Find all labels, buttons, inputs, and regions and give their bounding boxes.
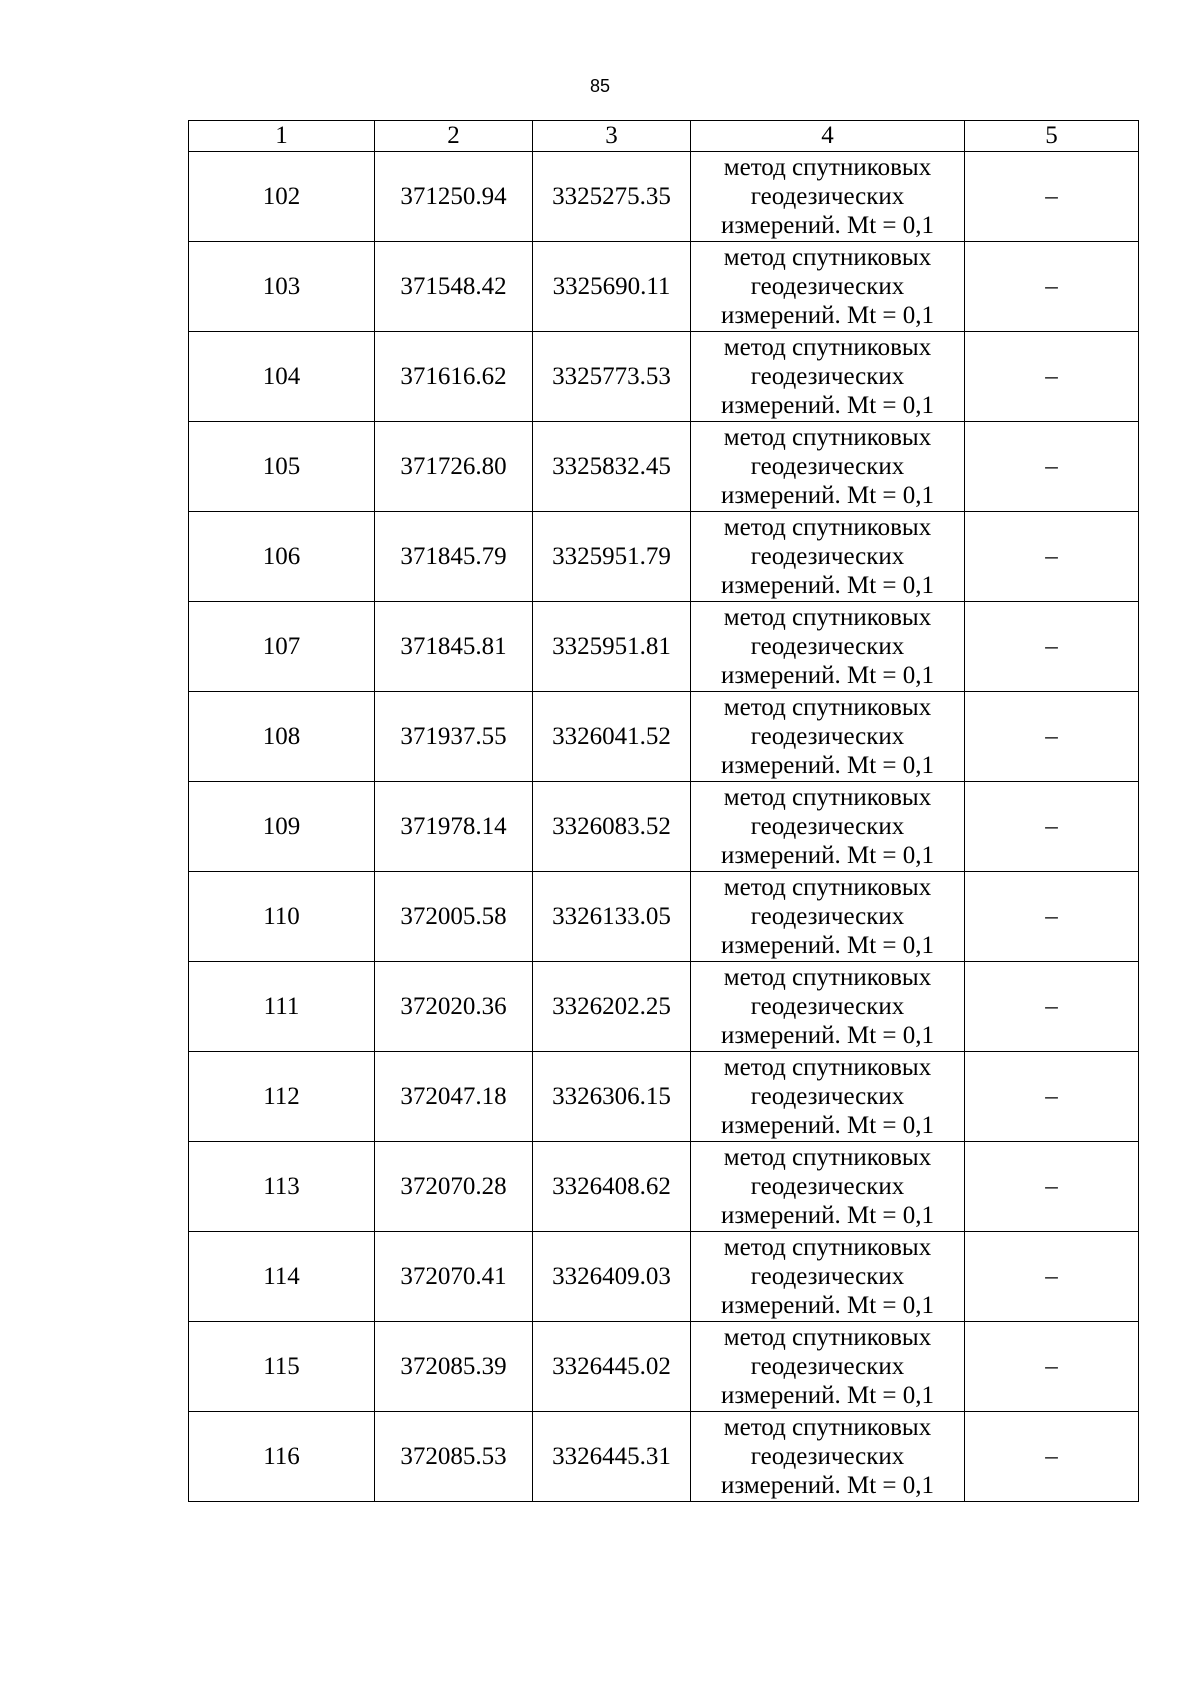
method-line: геодезических xyxy=(750,453,905,480)
method-cell xyxy=(691,692,965,782)
point-number-cell: 106 xyxy=(189,512,375,602)
y-coordinate-cell: 3326202.25 xyxy=(533,962,691,1052)
x-coordinate-cell: 372047.18 xyxy=(375,1052,533,1142)
y-coordinate-cell: 3325690.11 xyxy=(533,242,691,332)
method-cell xyxy=(691,1142,965,1232)
method-line: измерений. Mt = 0,1 xyxy=(720,662,935,689)
y-coordinate-cell: 3325275.35 xyxy=(533,152,691,242)
point-number-cell: 108 xyxy=(189,692,375,782)
point-number-cell: 111 xyxy=(189,962,375,1052)
y-coordinate-cell: 3326408.62 xyxy=(533,1142,691,1232)
y-coordinate-cell: 3325951.79 xyxy=(533,512,691,602)
x-coordinate-cell: 372005.58 xyxy=(375,872,533,962)
column-header: 1 xyxy=(189,121,375,152)
note-cell: – xyxy=(965,1322,1139,1412)
x-coordinate-cell: 371726.80 xyxy=(375,422,533,512)
note-cell: – xyxy=(965,1232,1139,1322)
x-coordinate-cell: 371937.55 xyxy=(375,692,533,782)
table-row xyxy=(189,1142,1139,1232)
method-line: метод спутниковых xyxy=(723,514,932,541)
column-header: 4 xyxy=(691,121,965,152)
method-line: геодезических xyxy=(750,1173,905,1200)
x-coordinate-cell: 372085.53 xyxy=(375,1412,533,1502)
method-line: измерений. Mt = 0,1 xyxy=(720,392,935,419)
point-number-cell: 115 xyxy=(189,1322,375,1412)
method-line: геодезических xyxy=(750,1083,905,1110)
column-header: 2 xyxy=(375,121,533,152)
method-line: метод спутниковых xyxy=(723,1324,932,1351)
table-row xyxy=(189,1322,1139,1412)
method-line: метод спутниковых xyxy=(723,1234,932,1261)
point-number-cell: 104 xyxy=(189,332,375,422)
method-cell xyxy=(691,872,965,962)
y-coordinate-cell: 3325832.45 xyxy=(533,422,691,512)
table-row xyxy=(189,422,1139,512)
method-line: геодезических xyxy=(750,723,905,750)
method-line: измерений. Mt = 0,1 xyxy=(720,932,935,959)
method-cell xyxy=(691,962,965,1052)
method-line: измерений. Mt = 0,1 xyxy=(720,1112,935,1139)
point-number-cell: 110 xyxy=(189,872,375,962)
method-line: геодезических xyxy=(750,633,905,660)
y-coordinate-cell: 3326041.52 xyxy=(533,692,691,782)
method-line: геодезических xyxy=(750,993,905,1020)
header-row xyxy=(189,121,1139,152)
method-line: метод спутниковых xyxy=(723,424,932,451)
method-cell xyxy=(691,332,965,422)
x-coordinate-cell: 371250.94 xyxy=(375,152,533,242)
table-row xyxy=(189,1052,1139,1142)
method-line: измерений. Mt = 0,1 xyxy=(720,1202,935,1229)
method-line: геодезических xyxy=(750,1353,905,1380)
note-cell: – xyxy=(965,152,1139,242)
y-coordinate-cell: 3326445.02 xyxy=(533,1322,691,1412)
coordinates-table xyxy=(188,120,1139,1502)
method-line: измерений. Mt = 0,1 xyxy=(720,1382,935,1409)
point-number-cell: 103 xyxy=(189,242,375,332)
page-number: 85 xyxy=(589,76,611,96)
method-cell xyxy=(691,422,965,512)
note-cell: – xyxy=(965,872,1139,962)
method-line: геодезических xyxy=(750,183,905,210)
x-coordinate-cell: 372070.28 xyxy=(375,1142,533,1232)
table-row xyxy=(189,782,1139,872)
note-cell: – xyxy=(965,1052,1139,1142)
note-cell: – xyxy=(965,1142,1139,1232)
method-cell xyxy=(691,152,965,242)
point-number-cell: 107 xyxy=(189,602,375,692)
note-cell: – xyxy=(965,1412,1139,1502)
method-line: метод спутниковых xyxy=(723,244,932,271)
x-coordinate-cell: 371845.79 xyxy=(375,512,533,602)
method-line: измерений. Mt = 0,1 xyxy=(720,1472,935,1499)
y-coordinate-cell: 3326133.05 xyxy=(533,872,691,962)
table-row xyxy=(189,242,1139,332)
method-line: измерений. Mt = 0,1 xyxy=(720,482,935,509)
table-row xyxy=(189,872,1139,962)
method-cell xyxy=(691,1232,965,1322)
method-cell xyxy=(691,782,965,872)
table-row xyxy=(189,152,1139,242)
method-line: геодезических xyxy=(750,543,905,570)
point-number-cell: 113 xyxy=(189,1142,375,1232)
y-coordinate-cell: 3326083.52 xyxy=(533,782,691,872)
y-coordinate-cell: 3325951.81 xyxy=(533,602,691,692)
method-line: геодезических xyxy=(750,903,905,930)
point-number-cell: 116 xyxy=(189,1412,375,1502)
method-cell xyxy=(691,512,965,602)
note-cell: – xyxy=(965,422,1139,512)
method-cell xyxy=(691,1412,965,1502)
y-coordinate-cell: 3326445.31 xyxy=(533,1412,691,1502)
method-line: метод спутниковых xyxy=(723,1144,932,1171)
note-cell: – xyxy=(965,782,1139,872)
x-coordinate-cell: 372020.36 xyxy=(375,962,533,1052)
note-cell: – xyxy=(965,242,1139,332)
table-row xyxy=(189,1412,1139,1502)
note-cell: – xyxy=(965,332,1139,422)
y-coordinate-cell: 3326306.15 xyxy=(533,1052,691,1142)
method-line: измерений. Mt = 0,1 xyxy=(720,572,935,599)
x-coordinate-cell: 371845.81 xyxy=(375,602,533,692)
method-line: метод спутниковых xyxy=(723,784,932,811)
note-cell: – xyxy=(965,512,1139,602)
table-body xyxy=(189,152,1139,1502)
method-line: метод спутниковых xyxy=(723,1054,932,1081)
method-line: метод спутниковых xyxy=(723,964,932,991)
method-cell xyxy=(691,242,965,332)
y-coordinate-cell: 3326409.03 xyxy=(533,1232,691,1322)
method-line: метод спутниковых xyxy=(723,334,932,361)
method-line: геодезических xyxy=(750,273,905,300)
x-coordinate-cell: 372070.41 xyxy=(375,1232,533,1322)
y-coordinate-cell: 3325773.53 xyxy=(533,332,691,422)
method-cell xyxy=(691,1322,965,1412)
table-row xyxy=(189,962,1139,1052)
method-line: геодезических xyxy=(750,1443,905,1470)
point-number-cell: 114 xyxy=(189,1232,375,1322)
column-header: 5 xyxy=(965,121,1139,152)
table-row xyxy=(189,602,1139,692)
point-number-cell: 112 xyxy=(189,1052,375,1142)
method-cell xyxy=(691,602,965,692)
method-cell xyxy=(691,1052,965,1142)
table-row xyxy=(189,692,1139,782)
x-coordinate-cell: 371978.14 xyxy=(375,782,533,872)
method-line: измерений. Mt = 0,1 xyxy=(720,842,935,869)
note-cell: – xyxy=(965,602,1139,692)
method-line: измерений. Mt = 0,1 xyxy=(720,1022,935,1049)
column-header: 3 xyxy=(533,121,691,152)
method-line: метод спутниковых xyxy=(723,694,932,721)
point-number-cell: 105 xyxy=(189,422,375,512)
method-line: геодезических xyxy=(750,363,905,390)
point-number-cell: 102 xyxy=(189,152,375,242)
table-row xyxy=(189,512,1139,602)
method-line: измерений. Mt = 0,1 xyxy=(720,752,935,779)
method-line: геодезических xyxy=(750,1263,905,1290)
point-number-cell: 109 xyxy=(189,782,375,872)
x-coordinate-cell: 372085.39 xyxy=(375,1322,533,1412)
method-line: измерений. Mt = 0,1 xyxy=(720,302,935,329)
x-coordinate-cell: 371616.62 xyxy=(375,332,533,422)
note-cell: – xyxy=(965,692,1139,782)
method-line: метод спутниковых xyxy=(723,604,932,631)
table-header xyxy=(189,121,1139,152)
method-line: метод спутниковых xyxy=(723,1414,932,1441)
table-row xyxy=(189,332,1139,422)
method-line: геодезических xyxy=(750,813,905,840)
note-cell: – xyxy=(965,962,1139,1052)
table-row xyxy=(189,1232,1139,1322)
method-line: измерений. Mt = 0,1 xyxy=(720,1292,935,1319)
method-line: измерений. Mt = 0,1 xyxy=(720,212,935,239)
x-coordinate-cell: 371548.42 xyxy=(375,242,533,332)
method-line: метод спутниковых xyxy=(723,154,932,181)
method-line: метод спутниковых xyxy=(723,874,932,901)
